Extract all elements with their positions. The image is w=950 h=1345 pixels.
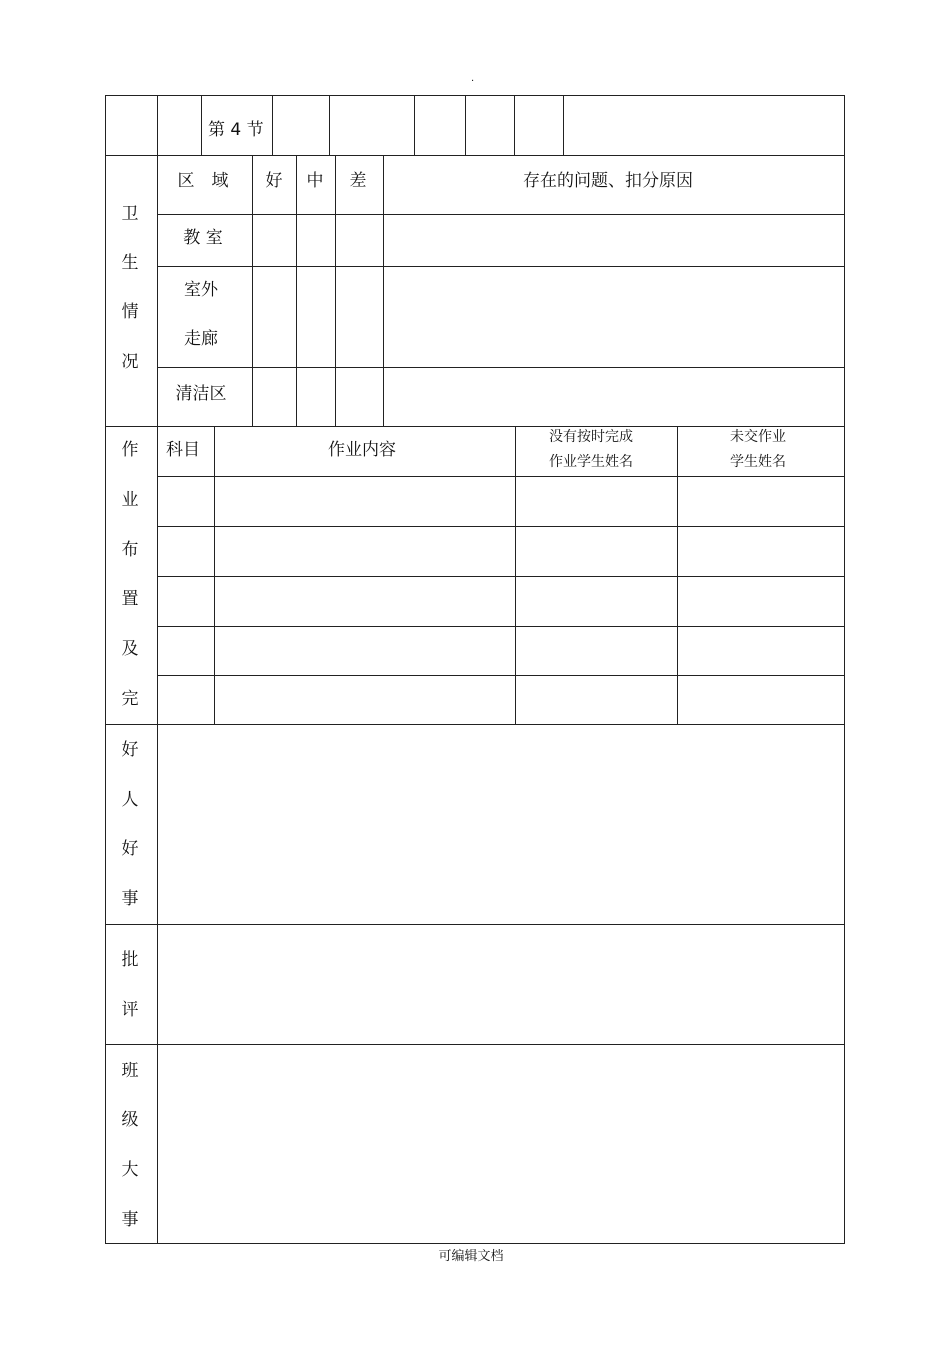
class-events-label-3: 大 [121, 1160, 139, 1180]
class-events-label-4: 事 [121, 1210, 139, 1230]
homework-label-5: 及 [121, 639, 139, 659]
homework-label-4: 置 [121, 589, 139, 609]
col-issues-header: 存在的问题、扣分原因 [523, 171, 693, 191]
col-subject-header: 科目 [166, 440, 200, 460]
col-missing-header-line2: 学生姓名 [730, 454, 786, 470]
hygiene-label-1: 卫 [121, 204, 139, 224]
col-area-header: 区 域 [177, 171, 229, 191]
criticism-label-1: 批 [121, 950, 139, 970]
good-deeds-label-4: 事 [121, 889, 139, 909]
hygiene-label-4: 况 [121, 352, 139, 372]
hygiene-label-2: 生 [121, 253, 139, 273]
page-marker: . [471, 73, 475, 84]
good-deeds-label-1: 好 [121, 740, 139, 760]
homework-label-2: 业 [121, 490, 139, 510]
row-outdoor: 室外 [184, 280, 218, 300]
period-label: 第 4 节 [208, 120, 264, 140]
col-late-header-line2: 作业学生姓名 [549, 454, 633, 470]
col-good-header: 好 [265, 171, 283, 191]
col-bad-header: 差 [349, 171, 367, 191]
col-mid-header: 中 [306, 171, 324, 191]
criticism-label-2: 评 [121, 1000, 139, 1020]
col-content-header: 作业内容 [328, 440, 396, 460]
good-deeds-label-2: 人 [121, 790, 139, 810]
homework-label-3: 布 [121, 540, 139, 560]
footer-text: 可编辑文档 [438, 1249, 504, 1264]
homework-label-1: 作 [121, 440, 139, 460]
col-late-header-line1: 没有按时完成 [549, 429, 633, 445]
class-events-label-2: 级 [121, 1110, 139, 1130]
row-classroom: 教 室 [183, 228, 223, 248]
col-missing-header-line1: 未交作业 [730, 429, 786, 445]
good-deeds-label-3: 好 [121, 839, 139, 859]
hygiene-label-3: 情 [121, 302, 139, 322]
row-corridor: 走廊 [184, 329, 218, 349]
row-cleaning-area: 清洁区 [175, 384, 227, 404]
class-events-label-1: 班 [121, 1061, 139, 1081]
homework-label-6: 完 [121, 689, 139, 709]
